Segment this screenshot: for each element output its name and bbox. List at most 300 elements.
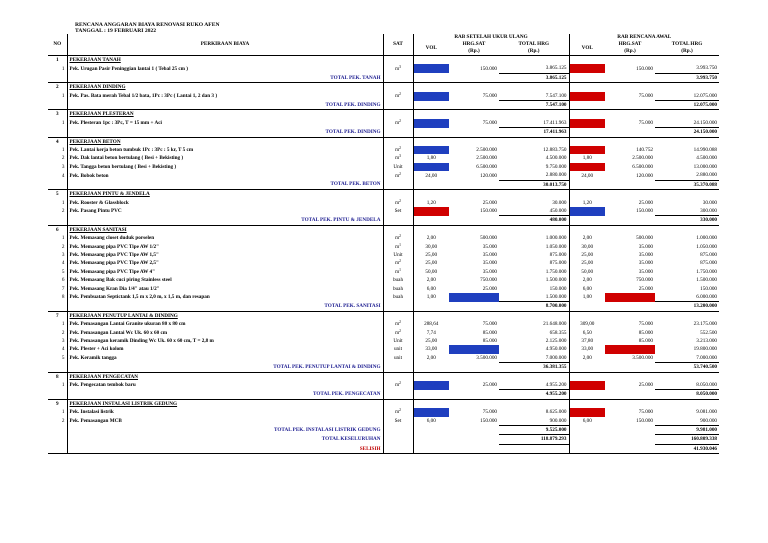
empty-cell <box>383 372 413 381</box>
empty-cell <box>413 426 449 435</box>
item-number: 3 <box>61 338 65 344</box>
total-value-ukur-ulang: 3.865.125 <box>499 73 569 82</box>
item-description: Pek. Instalasi listrik <box>67 408 383 416</box>
hrgsat-ukur-ulang: 150.000 <box>480 65 497 72</box>
empty-cell <box>605 83 655 92</box>
header-rp-1a: (Rp.) <box>449 48 499 56</box>
hrgsat-rencana-awal: 75.000 <box>638 92 653 99</box>
item-number: 1 <box>61 120 65 127</box>
table-row <box>48 268 719 276</box>
hrgsat-ukur-ulang: 75.000 <box>482 321 497 328</box>
empty-cell <box>383 180 413 189</box>
empty-cell <box>48 180 67 189</box>
table-row <box>48 243 719 251</box>
empty-cell <box>48 435 67 444</box>
item-description: Pek. Urugan Pasir Peninggian lantai 1 ( Tebal 25 cm ) <box>67 64 383 73</box>
hrgsat-rencana-awal: 75.000 <box>638 321 653 328</box>
hrgsat-ukur-ulang: 25.000 <box>482 382 497 389</box>
table-header <box>48 34 719 56</box>
item-unit <box>383 171 413 180</box>
empty-cell <box>413 311 449 320</box>
total-ukur-ulang: 450.000 <box>549 207 567 214</box>
total-rencana-awal: 552.500 <box>700 329 717 336</box>
total-rencana-awal: 19.800.000 <box>693 346 717 353</box>
vol-ukur-ulang: 2,00 <box>413 234 449 242</box>
total-row <box>48 435 719 444</box>
hrgsat-ukur-ulang: 1.500.000 <box>449 293 499 302</box>
item-unit <box>383 243 413 251</box>
empty-cell <box>449 180 499 189</box>
item-description: Pek. Bobok beton <box>67 171 383 180</box>
unit-text: buah <box>392 285 404 292</box>
item-description: Pek. Plester + Aci kolom <box>67 345 383 353</box>
header-sat: SAT <box>383 34 413 56</box>
table-row <box>48 337 719 345</box>
item-description: Pek. Tangga beton bertulang ( Besi + Bekisting ) <box>67 163 383 171</box>
empty-cell <box>569 311 605 320</box>
total-ukur-ulang: 1.500.000 <box>545 293 567 300</box>
hrgsat-ukur-ulang: 3.500.000 <box>476 355 497 362</box>
hrgsat-rencana-awal: 25.000 <box>638 285 653 292</box>
total-ukur-ulang: 150.000 <box>549 285 567 292</box>
empty-cell <box>605 225 655 234</box>
empty-cell <box>655 190 719 199</box>
unit-text: unit <box>393 346 403 353</box>
item-unit <box>383 381 413 390</box>
header-group-rencana-awal: RAB RENCANA AWAL <box>569 34 719 41</box>
vol-ukur-ulang: 288,64 <box>413 320 449 328</box>
vol-rencana-awal: 26,63 <box>569 64 605 73</box>
total-rencana-awal: 875.000 <box>700 260 717 267</box>
vol-ukur-ulang: 100,63 <box>413 92 449 101</box>
item-description: Pek. Rooster & Glassblock <box>67 199 383 207</box>
total-ukur-ulang: 900.000 <box>549 417 567 424</box>
item-description: Pek. Lantai kerja beton tumbuk 1Pc : 3Pc : 5 kr, T 5 cm <box>67 146 383 154</box>
total-value-ukur-ulang: 30.013.750 <box>499 180 569 189</box>
section-number: 3 <box>55 111 59 118</box>
section-row <box>48 56 719 65</box>
hrgsat-ukur-ulang: 6.500.000 <box>476 163 497 170</box>
empty-cell <box>449 137 499 146</box>
hrgsat-ukur-ulang: 35.000 <box>482 251 497 258</box>
total-rencana-awal: 14.990.088 <box>693 147 717 154</box>
total-value-ukur-ulang: 118.879.293 <box>499 435 569 444</box>
empty-cell <box>383 190 413 199</box>
empty-cell <box>383 390 413 399</box>
table-row <box>48 320 719 328</box>
total-value-ukur-ulang: 17.411.963 <box>499 128 569 137</box>
hrgsat-ukur-ulang: 85.000 <box>482 338 497 344</box>
unit-text: m <box>395 235 400 242</box>
item-description: Pek. Pasang Pintu PVC <box>67 207 383 216</box>
empty-cell <box>499 399 569 408</box>
item-description: Pek. Pemasangan Lantai Wc Uk. 60 x 60 cm <box>67 329 383 337</box>
section-title: PEKERJAAN TANAH <box>67 56 383 65</box>
empty-cell <box>413 137 449 146</box>
hrgsat-rencana-awal: 75.000 <box>638 120 653 127</box>
section-title: PEKERJAAN INSTALASI LISTRIK GEDUNG <box>67 399 383 408</box>
table-row <box>48 146 719 154</box>
item-unit <box>383 345 413 353</box>
vol-rencana-awal: 161,00 <box>569 92 605 101</box>
section-number: 7 <box>55 312 59 319</box>
empty-cell <box>413 101 449 110</box>
total-ukur-ulang: 875.000 <box>549 251 567 258</box>
unit-text: buah <box>392 294 404 301</box>
total-value-ukur-ulang: 36.381.355 <box>499 363 569 372</box>
item-description: Pek. Pengecatan tembok baru <box>67 381 383 390</box>
empty-cell <box>605 302 655 311</box>
total-value-ukur-ulang: 8.700.000 <box>499 302 569 311</box>
empty-cell <box>449 399 499 408</box>
unit-exponent: 2 <box>399 146 401 151</box>
hrgsat-ukur-ulang: 85.000 <box>482 329 497 336</box>
empty-cell <box>413 399 449 408</box>
empty-cell <box>605 56 655 65</box>
empty-cell <box>655 83 719 92</box>
empty-cell <box>413 190 449 199</box>
total-label: TOTAL PEK. PENUTUP LANTAI & DINDING <box>67 363 383 372</box>
total-rencana-awal: 8.050.000 <box>696 382 717 389</box>
unit-text: buah <box>392 277 404 284</box>
total-value-rencana-awal: 3.993.750 <box>655 73 719 82</box>
vol-ukur-ulang: 6,00 <box>413 285 449 293</box>
total-rencana-awal: 300.000 <box>700 207 717 214</box>
unit-text: m <box>395 199 400 206</box>
total-ukur-ulang: 1.500.000 <box>545 277 567 284</box>
empty-cell <box>383 56 413 65</box>
total-ukur-ulang: 9.750.000 <box>545 163 567 170</box>
total-value-rencana-awal: 9.981.000 <box>655 426 719 435</box>
unit-text: m <box>395 329 400 336</box>
empty-cell <box>605 372 655 381</box>
item-unit <box>383 320 413 328</box>
empty-cell <box>605 363 655 372</box>
empty-cell <box>605 110 655 119</box>
unit-exponent: 2 <box>399 408 401 413</box>
vol-rencana-awal: 33,00 <box>569 345 605 353</box>
header-rp-1b: (Rp.) <box>499 48 569 56</box>
total-rencana-awal: 1.000.000 <box>696 235 717 242</box>
total-rencana-awal: 13.000.000 <box>693 163 717 170</box>
vol-ukur-ulang: 2,00 <box>413 276 449 284</box>
empty-cell <box>383 83 413 92</box>
unit-exponent: 3 <box>399 154 401 159</box>
empty-cell <box>569 128 605 137</box>
vol-rencana-awal: 2,00 <box>569 207 605 216</box>
item-number: 5 <box>61 355 65 362</box>
hrgsat-ukur-ulang: 25.000 <box>482 199 497 206</box>
hrgsat-ukur-ulang: 35.000 <box>482 260 497 267</box>
section-row <box>48 83 719 92</box>
item-number: 1 <box>61 199 65 206</box>
item-description: Pek. Memasang closet duduk porselen <box>67 234 383 242</box>
empty-cell <box>449 302 499 311</box>
vol-ukur-ulang: 24,00 <box>413 171 449 180</box>
hrgsat-ukur-ulang: 150.000 <box>480 208 497 215</box>
total-ukur-ulang: 2.125.000 <box>545 338 567 344</box>
item-number: 4 <box>61 172 65 179</box>
hrgsat-rencana-awal: 85.000 <box>638 329 653 336</box>
total-ukur-ulang: 3.865.125 <box>545 65 567 72</box>
empty-cell <box>655 372 719 381</box>
empty-cell <box>413 390 449 399</box>
empty-cell <box>655 56 719 65</box>
total-rencana-awal: 1.750.000 <box>696 268 717 275</box>
unit-exponent: 3 <box>399 64 401 69</box>
item-number: 2 <box>61 417 65 424</box>
total-ukur-ulang: 17.411.963 <box>543 119 567 126</box>
section-title: PEKERJAAN DINDING <box>67 83 383 92</box>
empty-cell <box>499 110 569 119</box>
total-rencana-awal: 150.000 <box>700 285 717 292</box>
header-no: NO <box>53 41 62 47</box>
empty-cell <box>413 128 449 137</box>
vol-ukur-ulang: 25,77 <box>413 64 449 73</box>
unit-text: m <box>395 321 400 328</box>
table-body <box>48 56 719 454</box>
empty-cell <box>605 426 655 435</box>
empty-cell <box>499 137 569 146</box>
item-number: 2 <box>61 155 65 162</box>
total-label: TOTAL PEK. SANITASI <box>67 302 383 311</box>
section-number: 1 <box>55 57 59 63</box>
vol-rencana-awal: 322,00 <box>569 119 605 128</box>
vol-rencana-awal: 1,80 <box>569 154 605 162</box>
hrgsat-rencana-awal: 35.000 <box>638 260 653 267</box>
item-unit <box>383 251 413 259</box>
empty-cell <box>383 435 413 444</box>
section-row <box>48 137 719 146</box>
vol-ukur-ulang: 1,00 <box>413 293 449 302</box>
item-unit <box>383 163 413 171</box>
total-rencana-awal: 30.000 <box>702 199 717 206</box>
table-row <box>48 64 719 73</box>
table-row <box>48 408 719 416</box>
unit-text: m <box>395 155 400 162</box>
empty-cell <box>569 137 605 146</box>
header-hrgsat-2: HRG.SAT <box>618 41 642 47</box>
section-number: 4 <box>55 138 59 145</box>
item-description: Pek. Memasang pipa PVC Tipe AW 1/2" <box>67 243 383 251</box>
empty-cell <box>569 302 605 311</box>
empty-cell <box>449 56 499 65</box>
section-number: 6 <box>55 226 59 233</box>
unit-text: m <box>395 147 400 154</box>
total-ukur-ulang: 1.750.000 <box>545 268 567 275</box>
vol-ukur-ulang: 50,00 <box>413 268 449 276</box>
total-value-ukur-ulang: 4.955.200 <box>499 390 569 399</box>
unit-text: m <box>395 268 400 275</box>
empty-cell <box>449 216 499 225</box>
hrgsat-rencana-awal: 25.000 <box>638 382 653 389</box>
item-number: 1 <box>61 92 65 99</box>
empty-cell <box>48 426 67 435</box>
total-value-rencana-awal: 41.930.046 <box>655 444 719 453</box>
empty-cell <box>383 128 413 137</box>
total-label: TOTAL PEK. PENGECATAN <box>67 390 383 399</box>
empty-cell <box>569 372 605 381</box>
total-label: TOTAL KESELURUHAN <box>67 435 383 444</box>
unit-exponent: 2 <box>399 328 401 333</box>
empty-cell <box>569 83 605 92</box>
unit-text: m <box>395 172 400 179</box>
section-title: PEKERJAAN PENGECATAN <box>67 372 383 381</box>
empty-cell <box>383 311 413 320</box>
empty-cell <box>413 444 449 453</box>
vol-rencana-awal: 6,00 <box>569 285 605 293</box>
empty-cell <box>499 311 569 320</box>
empty-cell <box>413 302 449 311</box>
empty-cell <box>48 73 67 82</box>
unit-exponent: 1 <box>399 242 401 247</box>
empty-cell <box>569 110 605 119</box>
empty-cell <box>499 190 569 199</box>
empty-cell <box>413 83 449 92</box>
total-label: TOTAL PEK. INSTALASI LISTRIK GEDUNG <box>67 426 383 435</box>
empty-cell <box>569 216 605 225</box>
item-unit <box>383 417 413 426</box>
unit-exponent: 2 <box>399 91 401 96</box>
header-total-1: TOTAL HRG <box>518 41 549 47</box>
unit-text: Unit <box>393 251 403 258</box>
unit-exponent: 2 <box>399 119 401 124</box>
header-rp-2b: (Rp.) <box>655 48 719 56</box>
vol-ukur-ulang: 6,00 <box>413 417 449 426</box>
item-number: 1 <box>61 382 65 389</box>
header-vol-1: VOL <box>413 41 449 56</box>
section-title: PEKERJAAN PENUTUP LANTAI & DINDING <box>67 311 383 320</box>
table-row <box>48 199 719 207</box>
empty-cell <box>383 137 413 146</box>
total-ukur-ulang: 8.625.000 <box>545 409 567 416</box>
empty-cell <box>449 73 499 82</box>
vol-rencana-awal: 6,00 <box>569 417 605 426</box>
total-value-rencana-awal: 13.200.000 <box>655 302 719 311</box>
unit-exponent: 2 <box>399 198 401 203</box>
item-description: Pek. Pemasangan MCB <box>67 417 383 426</box>
item-description: Pek. Pemasangan keramik Dinding Wc Uk. 60 x 60 cm, T = 2,8 m <box>67 337 383 345</box>
vol-rencana-awal: 2,00 <box>569 163 605 171</box>
hrgsat-ukur-ulang: 500.000 <box>480 235 497 242</box>
empty-cell <box>48 216 67 225</box>
unit-text: m <box>395 65 400 72</box>
section-row <box>48 225 719 234</box>
total-label: TOTAL PEK. DINDING <box>67 128 383 137</box>
total-row <box>48 73 719 82</box>
hrgsat-ukur-ulang: 35.000 <box>482 268 497 275</box>
unit-exponent: 2 <box>399 320 401 325</box>
empty-cell <box>413 216 449 225</box>
item-number: 5 <box>61 268 65 275</box>
total-label: TOTAL PEK. BETON <box>67 180 383 189</box>
section-row <box>48 399 719 408</box>
empty-cell <box>569 363 605 372</box>
vol-rencana-awal: 2,00 <box>569 354 605 363</box>
empty-cell <box>605 180 655 189</box>
empty-cell <box>449 83 499 92</box>
item-unit <box>383 234 413 242</box>
rab-table <box>48 34 719 454</box>
total-value-rencana-awal: 35.370.088 <box>655 180 719 189</box>
empty-cell <box>605 137 655 146</box>
unit-text: m <box>395 382 400 389</box>
empty-cell <box>569 73 605 82</box>
empty-cell <box>449 190 499 199</box>
table-row <box>48 276 719 284</box>
hrgsat-rencana-awal: 6.500.000 <box>632 163 653 170</box>
empty-cell <box>383 101 413 110</box>
empty-cell <box>48 390 67 399</box>
empty-cell <box>569 190 605 199</box>
item-number: 8 <box>61 294 65 301</box>
total-value-ukur-ulang: 7.547.100 <box>499 101 569 110</box>
vol-ukur-ulang: 1,30 <box>413 163 449 171</box>
table-row <box>48 259 719 267</box>
vol-rencana-awal: 106,54 <box>569 146 605 154</box>
empty-cell <box>413 180 449 189</box>
total-rencana-awal: 1.050.000 <box>696 243 717 250</box>
empty-cell <box>48 101 67 110</box>
empty-cell <box>605 311 655 320</box>
section-row <box>48 372 719 381</box>
section-title: PEKERJAAN PINTU & JENDELA <box>67 190 383 199</box>
hrgsat-ukur-ulang: 25.000 <box>482 285 497 292</box>
empty-cell <box>605 216 655 225</box>
section-row <box>48 110 719 119</box>
empty-cell <box>48 128 67 137</box>
item-unit <box>383 154 413 162</box>
unit-text: Unit <box>393 163 403 170</box>
vol-rencana-awal: 121,08 <box>569 408 605 416</box>
empty-cell <box>569 390 605 399</box>
total-rencana-awal: 3.993.750 <box>696 65 717 72</box>
empty-cell <box>383 73 413 82</box>
section-number: 9 <box>55 400 59 407</box>
header-hrgsat-1: HRG.SAT <box>462 41 486 47</box>
header-group-ukur-ulang: RAB SETELAH UKUR ULANG <box>413 34 569 41</box>
empty-cell <box>655 311 719 320</box>
unit-text: m <box>395 243 400 250</box>
item-description: Pek. Memasang pipa PVC Tipe AW 1,5" <box>67 251 383 259</box>
item-description: Pek. Memasang pipa PVC Tipe AW 2,5" <box>67 259 383 267</box>
empty-cell <box>413 372 449 381</box>
empty-cell <box>413 225 449 234</box>
empty-cell <box>605 435 655 444</box>
total-rencana-awal: 900.000 <box>700 417 717 424</box>
hrgsat-ukur-ulang: 75.000 <box>482 92 497 99</box>
selisih-row <box>48 444 719 453</box>
item-description: Pek. Memasang Kran Dia 1/4" atau 1/2" <box>67 285 383 293</box>
item-number: 1 <box>61 409 65 416</box>
vol-ukur-ulang: 25,00 <box>413 259 449 267</box>
item-unit <box>383 408 413 416</box>
hrgsat-ukur-ulang: 75.000 <box>482 409 497 416</box>
empty-cell <box>413 56 449 65</box>
item-unit <box>383 92 413 101</box>
total-rencana-awal: 2.880.000 <box>696 172 717 179</box>
hrgsat-ukur-ulang: 2.500.000 <box>476 147 497 154</box>
vol-rencana-awal: 1,00 <box>569 293 605 302</box>
item-description: Pek. Memasang pipa PVC Tipe AW 4" <box>67 268 383 276</box>
section-row <box>48 311 719 320</box>
hrgsat-rencana-awal: 35.000 <box>638 243 653 250</box>
empty-cell <box>48 302 67 311</box>
unit-text: m <box>395 92 400 99</box>
total-ukur-ulang: 7.000.000 <box>545 354 567 361</box>
vol-rencana-awal: 25,00 <box>569 259 605 267</box>
document-title: RENCANA ANGGARAN BIAYA RENOVASI RUKO AFEN <box>75 22 220 28</box>
